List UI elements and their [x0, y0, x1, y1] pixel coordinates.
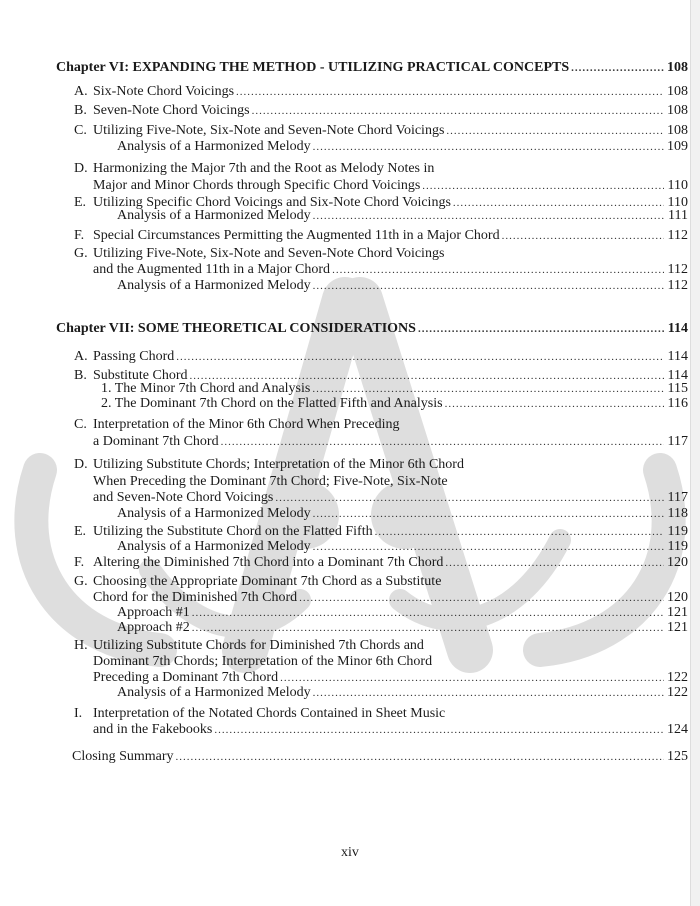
- dot-leader: [332, 262, 664, 278]
- dot-leader: [313, 278, 664, 294]
- page-number: 121: [667, 620, 688, 635]
- page-number: 125: [667, 749, 688, 764]
- toc-subentry: [117, 620, 688, 636]
- entry-letter: F.: [74, 228, 85, 243]
- dot-leader: [176, 349, 664, 365]
- dot-leader: [422, 178, 664, 194]
- page-number: 109: [667, 139, 688, 154]
- dot-leader: [236, 84, 664, 100]
- dot-leader: [299, 590, 664, 606]
- dot-leader: [313, 506, 664, 522]
- page-number: 111: [668, 208, 688, 223]
- chapter-title: Chapter VI: EXPANDING THE METHOD - UTILIZING PRACTICAL CONCEPTS: [56, 60, 570, 75]
- entry-letter: F.: [74, 555, 85, 570]
- subentry-title: Analysis of a Harmonized Melody: [117, 539, 311, 554]
- page-number: 117: [667, 434, 688, 449]
- subentry-title: Analysis of a Harmonized Melody: [117, 685, 311, 700]
- entry-letter: E.: [74, 524, 87, 539]
- subentry-title: 1. The Minor 7th Chord and Analysis: [101, 381, 311, 396]
- entry-title: Altering the Diminished 7th Chord into a Dominant 7th Chord: [93, 555, 444, 570]
- toc-entry-line: [74, 228, 688, 244]
- toc-entry-line: [74, 123, 688, 139]
- toc-entry-line: [74, 722, 688, 738]
- page-number: 121: [667, 605, 688, 620]
- toc-entry-line: [74, 654, 688, 670]
- toc-entry-line: [74, 706, 688, 722]
- dot-leader: [375, 524, 664, 540]
- toc-entry-line: [74, 524, 688, 540]
- entry-letter: A.: [74, 84, 88, 99]
- entry-letter: E.: [74, 195, 87, 210]
- page-number: 112: [667, 278, 688, 293]
- page-number: 119: [667, 524, 688, 539]
- entry-letter: H.: [74, 638, 88, 653]
- subentry-title: Approach #2: [117, 620, 190, 635]
- toc-entry-line: [74, 638, 688, 654]
- toc-entry-line: [74, 434, 688, 450]
- entry-title: When Preceding the Dominant 7th Chord; Five-Note, Six-Note: [93, 474, 448, 489]
- page-number: 120: [667, 555, 688, 570]
- entry-title: Interpretation of the Notated Chords Contained in Sheet Music: [93, 706, 446, 721]
- entry-letter: A.: [74, 349, 88, 364]
- toc-entry-line: [74, 574, 688, 590]
- toc-subentry: [117, 278, 688, 294]
- page-number: 115: [667, 381, 688, 396]
- toc-entry-line: [74, 349, 688, 365]
- entry-title: Preceding a Dominant 7th Chord: [93, 670, 279, 685]
- toc-entry-line: [74, 103, 688, 119]
- dot-leader: [176, 749, 664, 765]
- toc-subentry: [101, 381, 688, 397]
- page-number: 117: [667, 490, 688, 505]
- dot-leader: [275, 490, 664, 506]
- entry-title: Utilizing Five-Note, Six-Note and Seven-Note Chord Voicings: [93, 123, 445, 138]
- page-number: 110: [667, 178, 688, 193]
- entry-title: Choosing the Appropriate Dominant 7th Chord as a Substitute: [93, 574, 442, 589]
- dot-leader: [312, 381, 664, 397]
- closing-summary-title: Closing Summary: [72, 749, 174, 764]
- toc-subentry: [117, 506, 688, 522]
- dot-leader: [418, 321, 664, 337]
- entry-letter: D.: [74, 161, 88, 176]
- dot-leader: [446, 123, 664, 139]
- subentry-title: Analysis of a Harmonized Melody: [117, 278, 311, 293]
- toc-entry-line: [74, 590, 688, 606]
- toc-entry-line: [74, 178, 688, 194]
- toc-entry-line: [74, 417, 688, 433]
- subentry-title: Analysis of a Harmonized Melody: [117, 139, 311, 154]
- entry-title: and Seven-Note Chord Voicings: [93, 490, 274, 505]
- entry-title: Substitute Chord: [93, 368, 188, 383]
- entry-title: and the Augmented 11th in a Major Chord: [93, 262, 331, 277]
- page-number: 118: [667, 506, 688, 521]
- page-number: 119: [667, 539, 688, 554]
- dot-leader: [313, 539, 664, 555]
- page-number: 112: [667, 262, 688, 277]
- entry-title: Chord for the Diminished 7th Chord: [93, 590, 298, 605]
- closing-summary-entry: [72, 749, 688, 765]
- page-number: 110: [667, 195, 688, 210]
- entry-title: Special Circumstances Permitting the Augmented 11th in a Major Chord: [93, 228, 500, 243]
- toc-subentry: [117, 685, 688, 701]
- entry-title: Utilizing Substitute Chords; Interpretation of the Minor 6th Chord: [93, 457, 464, 472]
- entry-title: Passing Chord: [93, 349, 175, 364]
- page-number: 114: [667, 368, 688, 383]
- entry-title: Utilizing Five-Note, Six-Note and Seven-Note Chord Voicings: [93, 246, 445, 261]
- toc-entry-line: [74, 161, 688, 177]
- page-number: 114: [667, 321, 688, 336]
- page-number: 114: [667, 349, 688, 364]
- toc-entry-line: [74, 457, 688, 473]
- dot-leader: [313, 208, 664, 224]
- chapter-title: Chapter VII: SOME THEORETICAL CONSIDERATIONS: [56, 321, 416, 336]
- toc-subentry: [117, 139, 688, 155]
- toc-entry-line: [74, 670, 688, 686]
- dot-leader: [221, 434, 664, 450]
- entry-title: and in the Fakebooks: [93, 722, 213, 737]
- page-number: 122: [667, 670, 688, 685]
- toc-entry-line: [74, 262, 688, 278]
- subentry-title: Approach #1: [117, 605, 190, 620]
- entry-title: Interpretation of the Minor 6th Chord When Preceding: [93, 417, 400, 432]
- dot-leader: [571, 60, 664, 76]
- entry-title: Utilizing Substitute Chords for Diminished 7th Chords and: [93, 638, 424, 653]
- subentry-title: Analysis of a Harmonized Melody: [117, 506, 311, 521]
- dot-leader: [313, 685, 664, 701]
- entry-letter: G.: [74, 246, 88, 261]
- page-number: 108: [667, 60, 688, 75]
- page-number: 122: [667, 685, 688, 700]
- toc-entry-line: [74, 246, 688, 262]
- entry-letter: D.: [74, 457, 88, 472]
- entry-title: Utilizing Specific Chord Voicings and Six-Note Chord Voicings: [93, 195, 451, 210]
- page-number: 108: [667, 103, 688, 118]
- page-number-folio: xiv: [341, 845, 359, 860]
- dot-leader: [313, 139, 664, 155]
- chapter-heading: [56, 60, 688, 76]
- dot-leader: [502, 228, 664, 244]
- toc-entry-line: [74, 490, 688, 506]
- entry-title: Dominant 7th Chords; Interpretation of the Minor 6th Chord: [93, 654, 433, 669]
- chapter-heading: [56, 321, 688, 337]
- entry-letter: B.: [74, 103, 87, 118]
- entry-letter: B.: [74, 368, 87, 383]
- subentry-title: 2. The Dominant 7th Chord on the Flatted Fifth and Analysis: [101, 396, 443, 411]
- dot-leader: [445, 396, 664, 412]
- page-number: 124: [667, 722, 688, 737]
- page-number: 108: [667, 123, 688, 138]
- dot-leader: [445, 555, 664, 571]
- page-number: 108: [667, 84, 688, 99]
- entry-title: Harmonizing the Major 7th and the Root as Melody Notes in: [93, 161, 435, 176]
- page-number: 112: [667, 228, 688, 243]
- toc-subentry: [117, 605, 688, 621]
- dot-leader: [252, 103, 664, 119]
- toc-entry-line: [74, 555, 688, 571]
- dot-leader: [192, 605, 664, 621]
- entry-title: Seven-Note Chord Voicings: [93, 103, 250, 118]
- entry-letter: I.: [74, 706, 83, 721]
- entry-title: Utilizing the Substitute Chord on the Flatted Fifth: [93, 524, 373, 539]
- page-number: 120: [667, 590, 688, 605]
- page-number: 116: [667, 396, 688, 411]
- toc-entry-line: [74, 474, 688, 490]
- entry-title: a Dominant 7th Chord: [93, 434, 219, 449]
- page-edge: [690, 0, 700, 906]
- entry-title: Major and Minor Chords through Specific Chord Voicings: [93, 178, 421, 193]
- subentry-title: Analysis of a Harmonized Melody: [117, 208, 311, 223]
- entry-title: Six-Note Chord Voicings: [93, 84, 235, 99]
- dot-leader: [214, 722, 664, 738]
- toc-entry-line: [74, 84, 688, 100]
- entry-letter: C.: [74, 417, 87, 432]
- dot-leader: [192, 620, 664, 636]
- toc-subentry: [117, 539, 688, 555]
- dot-leader: [280, 670, 664, 686]
- entry-letter: C.: [74, 123, 87, 138]
- entry-letter: G.: [74, 574, 88, 589]
- toc-subentry: [101, 396, 688, 412]
- toc-subentry: [117, 208, 688, 224]
